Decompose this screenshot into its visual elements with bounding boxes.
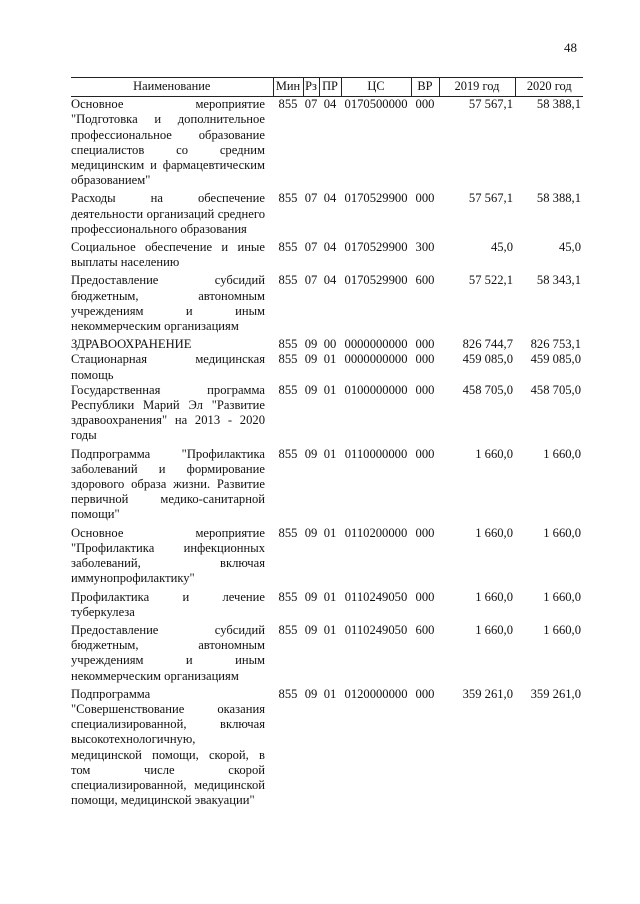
row-rz-cell: 09 — [304, 446, 318, 461]
row-name-cell: Подпрограмма "Совершенствование оказания специализированной, включая высокотехнологичную, медицинской помощи, скорой, в том числе скорой специализированной, медицинской помощи, медицинской эвакуации" — [71, 686, 265, 808]
table-body — [71, 97, 583, 809]
header-row — [71, 78, 583, 97]
row-name-cell: Государственная программа Республики Марий Эл "Развитие здравоохранения" на 2013 - 2020 годы — [71, 382, 265, 443]
row-vr-cell: 000 — [415, 525, 435, 540]
table-row — [71, 352, 583, 382]
budget-table — [71, 77, 583, 808]
row-pr-cell: 01 — [323, 382, 337, 397]
row-vr-cell: 600 — [415, 273, 435, 288]
header-cs: ЦС — [341, 78, 411, 97]
row-2019-cell: 359 261,0 — [462, 686, 513, 701]
row-2020-cell: 45,0 — [558, 240, 581, 255]
row-name-cell: Стационарная медицинская помощь — [71, 352, 265, 382]
row-2020-cell: 826 753,1 — [530, 337, 581, 352]
table-row — [71, 587, 583, 620]
row-2019-cell: 57 567,1 — [468, 191, 513, 206]
table-row — [71, 684, 583, 809]
row-vr-cell: 300 — [415, 240, 435, 255]
table-row — [71, 97, 583, 189]
header-vr: ВР — [411, 78, 439, 97]
row-2019-cell: 1 660,0 — [475, 446, 513, 461]
row-2019-cell: 57 567,1 — [468, 97, 513, 112]
row-cs-cell: 0170529900 — [344, 191, 408, 206]
row-min-cell: 855 — [278, 589, 298, 604]
row-2019-cell: 458 705,0 — [462, 382, 513, 397]
row-rz-cell: 09 — [304, 337, 318, 352]
row-vr-cell: 000 — [415, 97, 435, 112]
row-pr-cell: 01 — [323, 686, 337, 701]
table-row — [71, 188, 583, 237]
row-rz-cell: 07 — [304, 240, 318, 255]
header-2020: 2020 год — [515, 78, 583, 97]
row-2019-cell: 1 660,0 — [475, 622, 513, 637]
row-rz-cell: 07 — [304, 273, 318, 288]
row-min-cell: 855 — [278, 337, 298, 352]
row-min-cell: 855 — [278, 273, 298, 288]
row-min-cell: 855 — [278, 622, 298, 637]
row-name-cell: Предоставление субсидий бюджетным, автономным учреждениям и иным некоммерческим организациям — [71, 273, 265, 334]
row-vr-cell: 000 — [415, 686, 435, 701]
row-name-cell: Предоставление субсидий бюджетным, автономным учреждениям и иным некоммерческим организациям — [71, 622, 265, 683]
row-rz-cell: 09 — [304, 589, 318, 604]
row-2019-cell: 1 660,0 — [475, 589, 513, 604]
row-2020-cell: 58 388,1 — [536, 191, 581, 206]
header-name: Наименование — [71, 78, 273, 97]
row-vr-cell: 000 — [415, 337, 435, 352]
row-2019-cell: 1 660,0 — [475, 525, 513, 540]
row-vr-cell: 000 — [415, 446, 435, 461]
row-min-cell: 855 — [278, 382, 298, 397]
row-name-cell: Основное мероприятие "Профилактика инфекционных заболеваний, включая иммунопрофилактику" — [71, 525, 265, 586]
header-min: Мин — [273, 78, 303, 97]
table-row — [71, 237, 583, 270]
row-cs-cell: 0170529900 — [344, 273, 408, 288]
row-2019-cell: 459 085,0 — [462, 352, 513, 367]
row-rz-cell: 09 — [304, 622, 318, 637]
row-rz-cell: 07 — [304, 191, 318, 206]
row-min-cell: 855 — [278, 446, 298, 461]
row-cs-cell: 0110249050 — [344, 622, 408, 637]
row-rz-cell: 09 — [304, 525, 318, 540]
row-pr-cell: 00 — [323, 337, 337, 352]
row-min-cell: 855 — [278, 686, 298, 701]
row-pr-cell: 01 — [323, 352, 337, 367]
header-rz: Рз — [303, 78, 319, 97]
row-pr-cell: 04 — [323, 191, 337, 206]
row-rz-cell: 07 — [304, 97, 318, 112]
row-pr-cell: 01 — [323, 622, 337, 637]
row-rz-cell: 09 — [304, 686, 318, 701]
row-vr-cell: 000 — [415, 191, 435, 206]
row-name-cell: ЗДРАВООХРАНЕНИЕ — [71, 337, 192, 352]
header-2019: 2019 год — [439, 78, 515, 97]
row-name-cell: Расходы на обеспечение деятельности организаций среднего профессионального образования — [71, 191, 265, 236]
row-2019-cell: 826 744,7 — [462, 337, 513, 352]
row-min-cell: 855 — [278, 191, 298, 206]
row-name-cell: Основное мероприятие "Подготовка и дополнительное профессиональное образование специалистов со средним медицинским и фармацевтическим образованием" — [71, 97, 265, 188]
row-vr-cell: 000 — [415, 352, 435, 367]
row-cs-cell: 0120000000 — [344, 686, 408, 701]
row-2020-cell: 1 660,0 — [543, 622, 581, 637]
row-cs-cell: 0110249050 — [344, 589, 408, 604]
row-name-cell: Социальное обеспечение и иные выплаты населению — [71, 240, 265, 270]
row-min-cell: 855 — [278, 525, 298, 540]
row-min-cell: 855 — [278, 97, 298, 112]
row-vr-cell: 000 — [415, 382, 435, 397]
row-cs-cell: 0170529900 — [344, 240, 408, 255]
row-pr-cell: 01 — [323, 525, 337, 540]
row-cs-cell: 0110000000 — [344, 446, 408, 461]
header-pr: ПР — [319, 78, 341, 97]
row-pr-cell: 04 — [323, 273, 337, 288]
row-2020-cell: 58 343,1 — [536, 273, 581, 288]
table-row — [71, 383, 583, 444]
row-cs-cell: 0170500000 — [344, 97, 408, 112]
row-2020-cell: 1 660,0 — [543, 589, 581, 604]
row-2020-cell: 1 660,0 — [543, 525, 581, 540]
row-pr-cell: 01 — [323, 446, 337, 461]
table-row — [71, 620, 583, 684]
row-2020-cell: 459 085,0 — [530, 352, 581, 367]
row-vr-cell: 000 — [415, 589, 435, 604]
row-rz-cell: 09 — [304, 382, 318, 397]
row-cs-cell: 0100000000 — [344, 382, 408, 397]
row-2020-cell: 359 261,0 — [530, 686, 581, 701]
budget-table-container — [71, 77, 583, 808]
row-min-cell: 855 — [278, 240, 298, 255]
row-rz-cell: 09 — [304, 352, 318, 367]
row-min-cell: 855 — [278, 352, 298, 367]
row-pr-cell: 04 — [323, 240, 337, 255]
table-row — [71, 444, 583, 523]
table-row — [71, 523, 583, 587]
table-row — [71, 334, 583, 352]
row-2019-cell: 57 522,1 — [468, 273, 513, 288]
row-pr-cell: 01 — [323, 589, 337, 604]
page-number: 48 — [564, 40, 577, 55]
table-row — [71, 270, 583, 334]
row-2019-cell: 45,0 — [490, 240, 513, 255]
row-cs-cell: 0000000000 — [344, 352, 408, 367]
row-name-cell: Профилактика и лечение туберкулеза — [71, 589, 265, 619]
row-vr-cell: 600 — [415, 622, 435, 637]
row-cs-cell: 0110200000 — [344, 525, 408, 540]
row-2020-cell: 58 388,1 — [536, 97, 581, 112]
row-2020-cell: 458 705,0 — [530, 382, 581, 397]
row-name-cell: Подпрограмма "Профилактика заболеваний и формирование здорового образа жизни. Развитие первичной медико-санитарной помощи" — [71, 446, 265, 522]
row-2020-cell: 1 660,0 — [543, 446, 581, 461]
row-cs-cell: 0000000000 — [344, 337, 408, 352]
row-pr-cell: 04 — [323, 97, 337, 112]
